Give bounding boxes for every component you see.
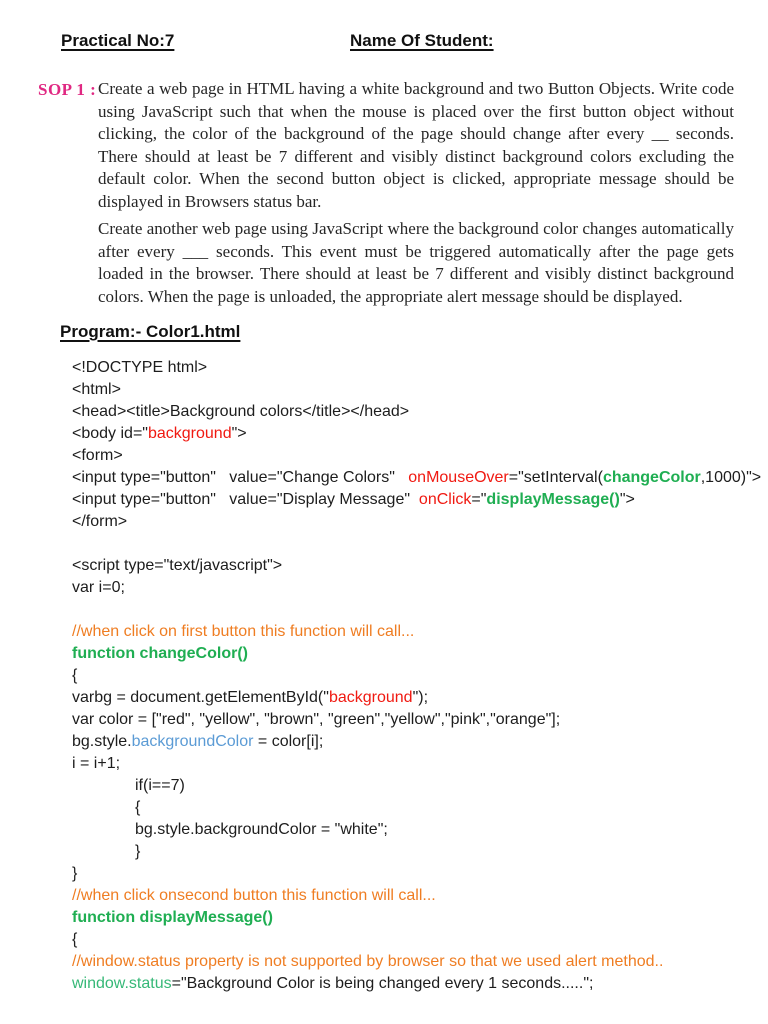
code-token: bg.style.backgroundColor = "white"; [135,821,388,838]
code-token: "> [619,491,635,508]
code-line [72,423,768,445]
code-token-orange: //when click on first button this function will call... [72,623,415,640]
code-token: "); [412,689,429,706]
code-token: } [135,843,141,860]
code-token-green: function displayMessage() [72,909,273,926]
code-token: bg.style. [72,733,132,750]
code-line [72,863,768,885]
code-line [72,951,768,973]
code-token-red: background [328,689,413,706]
code-token: if(i==7) [135,777,185,794]
code-token-orange: //window.status property is not supported by browser so that we used alert method.. [72,953,664,970]
code-line [72,357,768,379]
code-token: <script type="text/javascript"> [72,557,283,574]
code-token: { [72,931,78,948]
code-line [72,885,768,907]
code-token: <head><title>Background colors</title></head> [72,403,410,420]
code-token: <input type="button" value="Display Message" [72,491,419,508]
code-line [72,379,768,401]
code-line [72,907,768,929]
code-token: </form> [72,513,128,530]
practical-no-heading: Practical No:7 [61,31,175,50]
code-line [72,709,768,731]
code-line [72,511,768,533]
code-token: { [135,799,141,816]
code-line [72,731,768,753]
document-page [0,31,768,1024]
code-token: <html> [72,381,121,398]
code-line [72,775,768,797]
code-token-red: onClick [418,491,472,508]
student-name-heading: Name Of Student: [350,31,494,50]
code-line [72,665,768,687]
code-token: ,1000)"> [700,469,762,486]
code-line [72,819,768,841]
code-listing [72,357,768,995]
code-line [72,467,768,489]
code-token-blue: backgroundColor [131,733,254,750]
sop-paragraph-2: Create another web page using JavaScript where the background color changes automatically after every ___ seconds. This event must be triggered automatically after the page gets loaded in the browser. There should at least be 7 different and visibly distinct background colors. When the page is unloaded, the appropriate alert message should be displayed. [98,219,734,306]
code-token: var i=0; [72,579,125,596]
code-token: <form> [72,447,123,464]
code-line [72,555,768,577]
code-token-orange: //when click onsecond button this function will call... [72,887,436,904]
code-token: i = i+1; [72,755,121,772]
code-line [72,973,768,995]
document-header [0,31,768,55]
code-token: = color[i]; [253,733,324,750]
code-line [72,533,768,555]
code-token: =" [471,491,487,508]
code-line [72,753,768,775]
code-token-green: changeColor [602,469,701,486]
code-line [72,643,768,665]
code-token: <input type="button" value="Change Colors" [72,469,409,486]
sop-text-block [98,78,734,308]
code-token: varbg = document.getElementById(" [72,689,329,706]
code-line [72,599,768,621]
code-token-red: background [147,425,232,442]
code-line [72,621,768,643]
code-token: } [72,865,78,882]
code-token: var color = ["red", "yellow", "brown", "green","yellow","pink","orange"]; [72,711,561,728]
code-line [72,929,768,951]
code-token: "> [231,425,247,442]
sop-section [38,78,734,308]
code-token-green: displayMessage() [486,491,620,508]
program-heading: Program:- Color1.html [60,322,241,341]
code-token-red: onMouseOver [408,469,509,486]
code-line [72,577,768,599]
code-line [72,489,768,511]
sop-paragraph-1: Create a web page in HTML having a white background and two Button Objects. Write code using JavaScript such that when the mouse is placed over the first button object without clicking, the color of the background of the page should change after every __ seconds. There should at least be 7 different and visibly distinct background colors excluding the default color. When the second button object is clicked, appropriate message should be displayed in Browsers status bar. [98,79,734,211]
code-token: ="setInterval( [508,469,603,486]
code-line [72,401,768,423]
code-line [72,687,768,709]
code-token: <body id=" [72,425,148,442]
code-token-green: function changeColor() [72,645,248,662]
code-line [72,841,768,863]
code-token: ="Background Color is being changed every 1 seconds....."; [171,975,594,992]
code-line [72,797,768,819]
sop-label: SOP 1 : [38,80,97,99]
code-line [72,445,768,467]
code-token: { [72,667,78,684]
code-token: <!DOCTYPE html> [72,359,208,376]
code-token-green_light: window.status [72,975,172,992]
